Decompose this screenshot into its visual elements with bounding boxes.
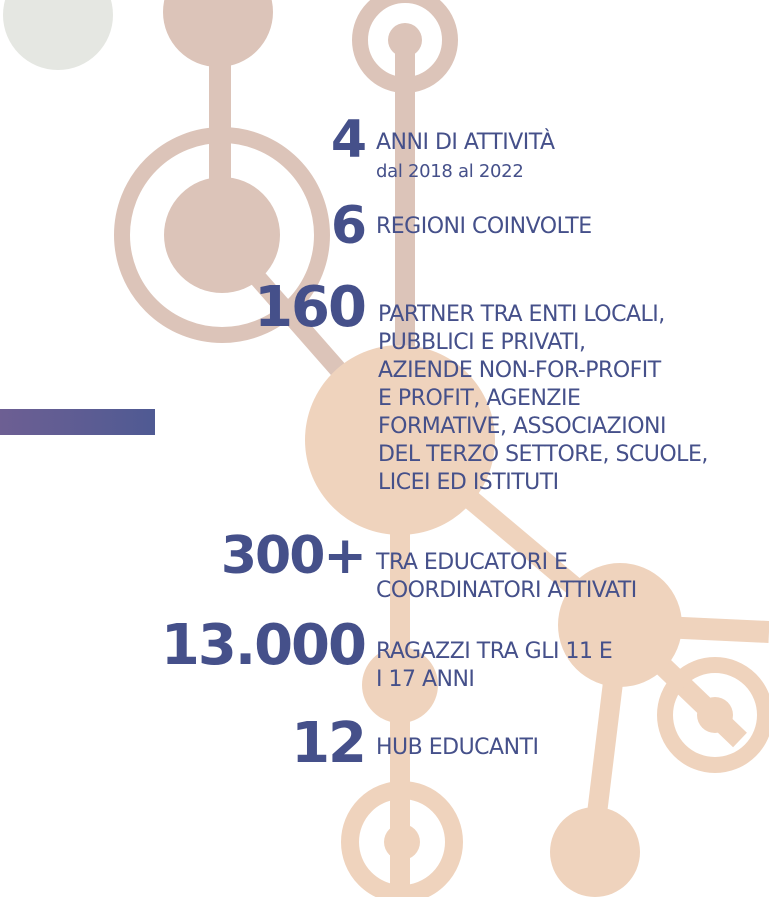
stat-label-hubs: HUB EDUCANTI xyxy=(376,735,539,760)
tan-node-bottom-right xyxy=(550,807,640,897)
taupe-ring-node-inner xyxy=(388,23,422,57)
taupe-node-top xyxy=(163,0,273,67)
stat-label-years: ANNI DI ATTIVITÀ xyxy=(376,130,555,155)
stat-label-youth-line-1: RAGAZZI TRA GLI 11 E xyxy=(376,639,613,664)
stat-number-partners: 160 xyxy=(254,275,365,340)
tan-ring-node-inner xyxy=(697,697,733,733)
stat-number-years: 4 xyxy=(330,110,365,170)
stat-label-partners-line-2: PUBBLICI E PRIVATI, xyxy=(378,330,586,355)
stat-label-youth-line-2: I 17 ANNI xyxy=(376,667,475,692)
stat-label-partners-line-7: LICEI ED ISTITUTI xyxy=(378,470,559,495)
tan-ring-node-bottom-inner xyxy=(384,824,420,860)
stat-label-partners-line-4: E PROFIT, AGENZIE xyxy=(378,386,581,411)
stat-number-educators: 300+ xyxy=(220,526,365,586)
stat-label-educators-line-2: COORDINATORI ATTIVATI xyxy=(376,578,637,603)
accent-bar xyxy=(0,409,155,435)
stat-number-regions: 6 xyxy=(330,196,365,256)
grey-circle xyxy=(3,0,113,70)
stat-sublabel-years: dal 2018 al 2022 xyxy=(376,161,524,182)
stat-label-partners-line-6: DEL TERZO SETTORE, SCUOLE, xyxy=(378,442,708,467)
stat-number-hubs: 12 xyxy=(291,711,365,776)
stat-label-partners-line-5: FORMATIVE, ASSOCIAZIONI xyxy=(378,414,666,439)
stat-label-regions: REGIONI COINVOLTE xyxy=(376,214,592,239)
stat-label-partners-line-1: PARTNER TRA ENTI LOCALI, xyxy=(378,302,665,327)
stat-number-youth: 13.000 xyxy=(160,613,365,678)
stat-label-educators-line-1: TRA EDUCATORI E xyxy=(376,550,568,575)
stat-label-partners-line-3: AZIENDE NON-FOR-PROFIT xyxy=(378,358,661,383)
